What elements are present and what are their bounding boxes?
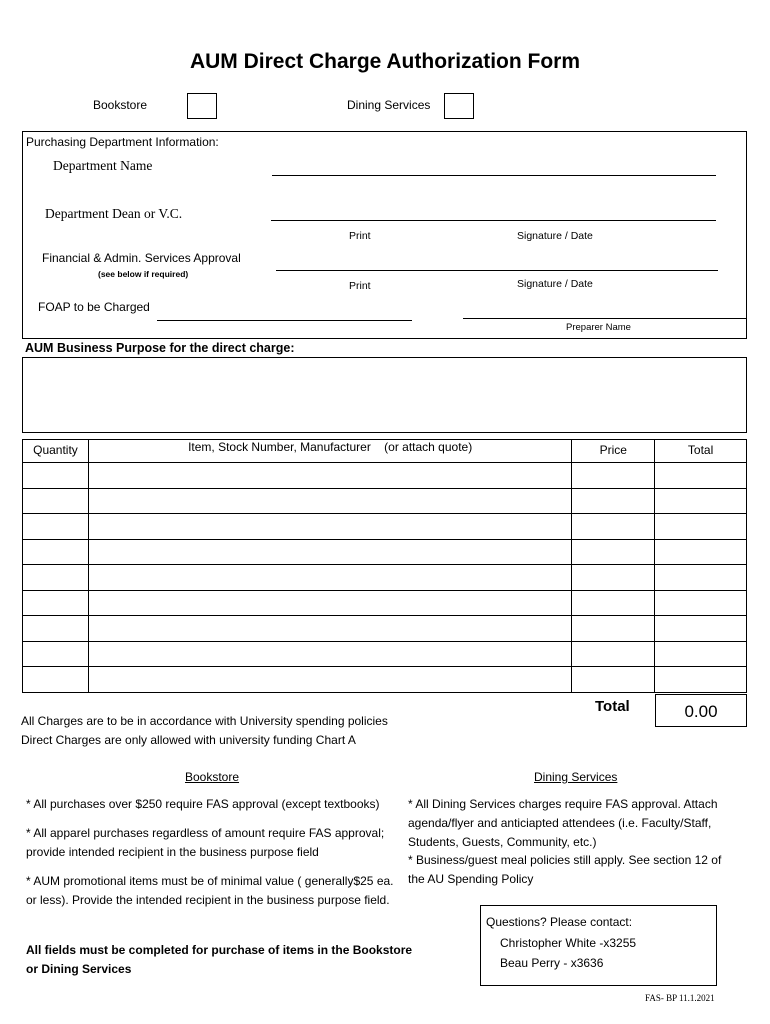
quantity-cell[interactable] bbox=[23, 667, 89, 693]
quantity-cell[interactable] bbox=[23, 590, 89, 616]
dining-note-1: * All Dining Services charges require FAS approval. Attach agenda/flyer and anticiapted attendees (i.e. Faculty/Staff, Students, Guests, Community, etc.) bbox=[408, 797, 718, 849]
price-cell[interactable] bbox=[572, 463, 655, 489]
item-cell[interactable] bbox=[88, 488, 571, 514]
dining-option-label: Dining Services bbox=[347, 98, 431, 112]
bookstore-note-3: * AUM promotional items must be of minimal value ( generally$25 ea. or less). Provide the intended recipient in the business purpose field. bbox=[26, 874, 394, 907]
signature-date-label: Signature / Date bbox=[517, 278, 593, 290]
department-name-label: Department Name bbox=[53, 158, 153, 173]
quantity-cell[interactable] bbox=[23, 641, 89, 667]
price-cell[interactable] bbox=[572, 514, 655, 540]
business-purpose-heading: AUM Business Purpose for the direct charge: bbox=[25, 341, 295, 355]
bookstore-required-note: All fields must be completed for purchase of items in the Bookstore or Dining Services bbox=[26, 943, 413, 976]
quantity-cell[interactable] bbox=[23, 463, 89, 489]
bookstore-option-label: Bookstore bbox=[93, 98, 148, 112]
total-cell[interactable] bbox=[655, 641, 747, 667]
quantity-cell[interactable] bbox=[23, 488, 89, 514]
table-row bbox=[23, 641, 747, 667]
table-row bbox=[23, 565, 747, 591]
price-cell[interactable] bbox=[572, 565, 655, 591]
item-cell[interactable] bbox=[88, 463, 571, 489]
fas-approval-note: (see below if required) bbox=[98, 269, 189, 279]
item-cell[interactable] bbox=[88, 565, 571, 591]
table-row bbox=[23, 488, 747, 514]
contact-box bbox=[480, 905, 717, 986]
table-row bbox=[23, 463, 747, 489]
dining-checkbox[interactable] bbox=[444, 93, 474, 119]
preparer-name-field[interactable] bbox=[463, 318, 747, 319]
contact-person-2: Beau Perry - x3636 bbox=[500, 956, 604, 970]
page-title: AUM Direct Charge Authorization Form bbox=[189, 50, 581, 73]
price-cell[interactable] bbox=[572, 616, 655, 642]
price-cell[interactable] bbox=[572, 667, 655, 693]
total-header: Total bbox=[655, 440, 747, 463]
total-cell[interactable] bbox=[655, 667, 747, 693]
foap-field[interactable] bbox=[157, 320, 412, 321]
total-cell[interactable] bbox=[655, 463, 747, 489]
total-cell[interactable] bbox=[655, 616, 747, 642]
item-cell[interactable] bbox=[88, 514, 571, 540]
price-cell[interactable] bbox=[572, 590, 655, 616]
quantity-cell[interactable] bbox=[23, 539, 89, 565]
items-table bbox=[22, 439, 747, 693]
total-cell[interactable] bbox=[655, 514, 747, 540]
foap-label: FOAP to be Charged bbox=[38, 300, 150, 314]
contact-heading: Questions? Please contact: bbox=[486, 915, 633, 929]
total-cell[interactable] bbox=[655, 539, 747, 565]
quantity-header: Quantity bbox=[23, 440, 89, 463]
price-cell[interactable] bbox=[572, 539, 655, 565]
signature-date-label: Signature / Date bbox=[517, 230, 593, 242]
item-cell[interactable] bbox=[88, 667, 571, 693]
item-cell[interactable] bbox=[88, 539, 571, 565]
business-purpose-field[interactable] bbox=[22, 357, 747, 433]
item-cell[interactable] bbox=[88, 590, 571, 616]
price-header: Price bbox=[572, 440, 655, 463]
bookstore-note-1: * All purchases over $250 require FAS approval (except textbooks) bbox=[26, 797, 380, 811]
grand-total-label: Total bbox=[595, 698, 630, 715]
total-cell[interactable] bbox=[655, 565, 747, 591]
table-row bbox=[23, 616, 747, 642]
quantity-cell[interactable] bbox=[23, 616, 89, 642]
fas-approval-field[interactable] bbox=[276, 270, 718, 271]
department-name-field[interactable] bbox=[272, 175, 716, 176]
form-code: FAS- BP 11.1.2021 bbox=[645, 993, 715, 1003]
quantity-cell[interactable] bbox=[23, 565, 89, 591]
price-cell[interactable] bbox=[572, 641, 655, 667]
total-cell[interactable] bbox=[655, 488, 747, 514]
department-info-heading: Purchasing Department Information: bbox=[26, 135, 219, 149]
fas-approval-label: Financial & Admin. Services Approval bbox=[42, 251, 241, 265]
policy-line-2: Direct Charges are only allowed with university funding Chart A bbox=[21, 733, 356, 747]
item-cell[interactable] bbox=[88, 641, 571, 667]
print-label: Print bbox=[349, 280, 371, 292]
bookstore-notes-heading: Bookstore bbox=[185, 770, 240, 784]
total-cell[interactable] bbox=[655, 590, 747, 616]
contact-person-1: Christopher White -x3255 bbox=[500, 936, 637, 950]
item-header: Item, Stock Number, Manufacturer (or attach quote) bbox=[88, 440, 571, 463]
dining-note-2: * Business/guest meal policies still apply. See section 12 of the AU Spending Policy bbox=[408, 853, 722, 886]
price-cell[interactable] bbox=[572, 488, 655, 514]
dean-label: Department Dean or V.C. bbox=[45, 206, 183, 221]
table-row bbox=[23, 514, 747, 540]
bookstore-note-2: * All apparel purchases regardless of amount require FAS approval; provide intended recipient in the business purpose field bbox=[26, 826, 385, 859]
preparer-name-label: Preparer Name bbox=[566, 322, 631, 333]
item-cell[interactable] bbox=[88, 616, 571, 642]
grand-total-value: 0.00 bbox=[655, 694, 747, 727]
dean-field[interactable] bbox=[271, 220, 716, 221]
table-row bbox=[23, 667, 747, 693]
quantity-cell[interactable] bbox=[23, 514, 89, 540]
dining-notes-heading: Dining Services bbox=[534, 770, 618, 784]
table-header-row bbox=[23, 440, 747, 463]
bookstore-checkbox[interactable] bbox=[187, 93, 217, 119]
print-label: Print bbox=[349, 230, 371, 242]
policy-line-1: All Charges are to be in accordance with University spending policies bbox=[21, 714, 388, 728]
table-row bbox=[23, 590, 747, 616]
table-row bbox=[23, 539, 747, 565]
